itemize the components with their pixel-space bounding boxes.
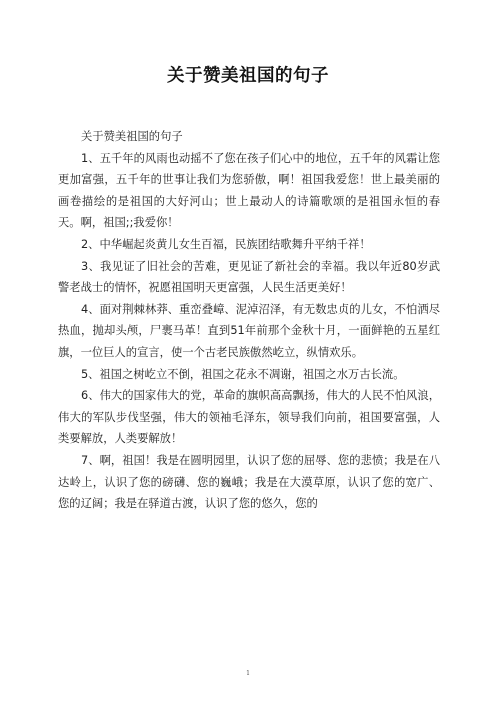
document-title: 关于赞美祖国的句子 — [167, 66, 329, 86]
paragraph-5: 5、祖国之树屹立不倒，祖国之花永不凋谢，祖国之水万古长流。 — [81, 367, 405, 381]
paragraph-6: 6、伟大的国家伟大的党，革命的旗帜高高飘扬，伟大的人民不怕风浪，伟大的军队步伐坚强，伟大的领袖毛泽东，领导我们向前，祖国要富强，人类要解放，人类要解放！ — [58, 389, 440, 446]
paragraph-1: 1、五千年的风雨也动摇不了您在孩子们心中的地位，五千年的风霜让您更加富强，五千年的世事让我们为您骄傲，啊！祖国我爱您！世上最美丽的画卷描绘的是祖国的大好河山；世上最动人的诗篇歌颂的是祖国永恒的春天。啊，祖国;;我爱你！ — [58, 151, 440, 230]
paragraph-2: 2、中华崛起炎黄儿女生百福，民族团结歌舞升平纳千祥！ — [81, 237, 371, 251]
paragraph-3: 3、我见证了旧社会的苦难，更见证了新社会的幸福。我以年近80岁武警老战士的情怀，祝愿祖国明天更富强，人民生活更美好！ — [58, 259, 440, 295]
paragraph-4: 4、面对荆棘林莽、重峦叠嶂、泥淖沼泽，有无数忠贞的儿女，不怕洒尽热血，抛却头颅，尸裹马革！直到51年前那个金秋十月，一面鲜艳的五星红旗，一位巨人的宣言，使一个古老民族傲然屹立，纵情欢乐。 — [58, 302, 440, 359]
paragraph-subtitle: 关于赞美祖国的句子 — [81, 130, 183, 143]
paragraph-7: 7、啊，祖国！我是在圆明园里，认识了您的屈辱、您的悲愤；我是在八达岭上，认识了您的磅礴、您的巍峨；我是在大漠草原，认识了您的宽广、您的辽阔；我是在驿道古渡，认识了您的悠久，您的 — [58, 453, 440, 511]
document-body — [58, 126, 440, 515]
page-number: 1 — [246, 670, 250, 677]
